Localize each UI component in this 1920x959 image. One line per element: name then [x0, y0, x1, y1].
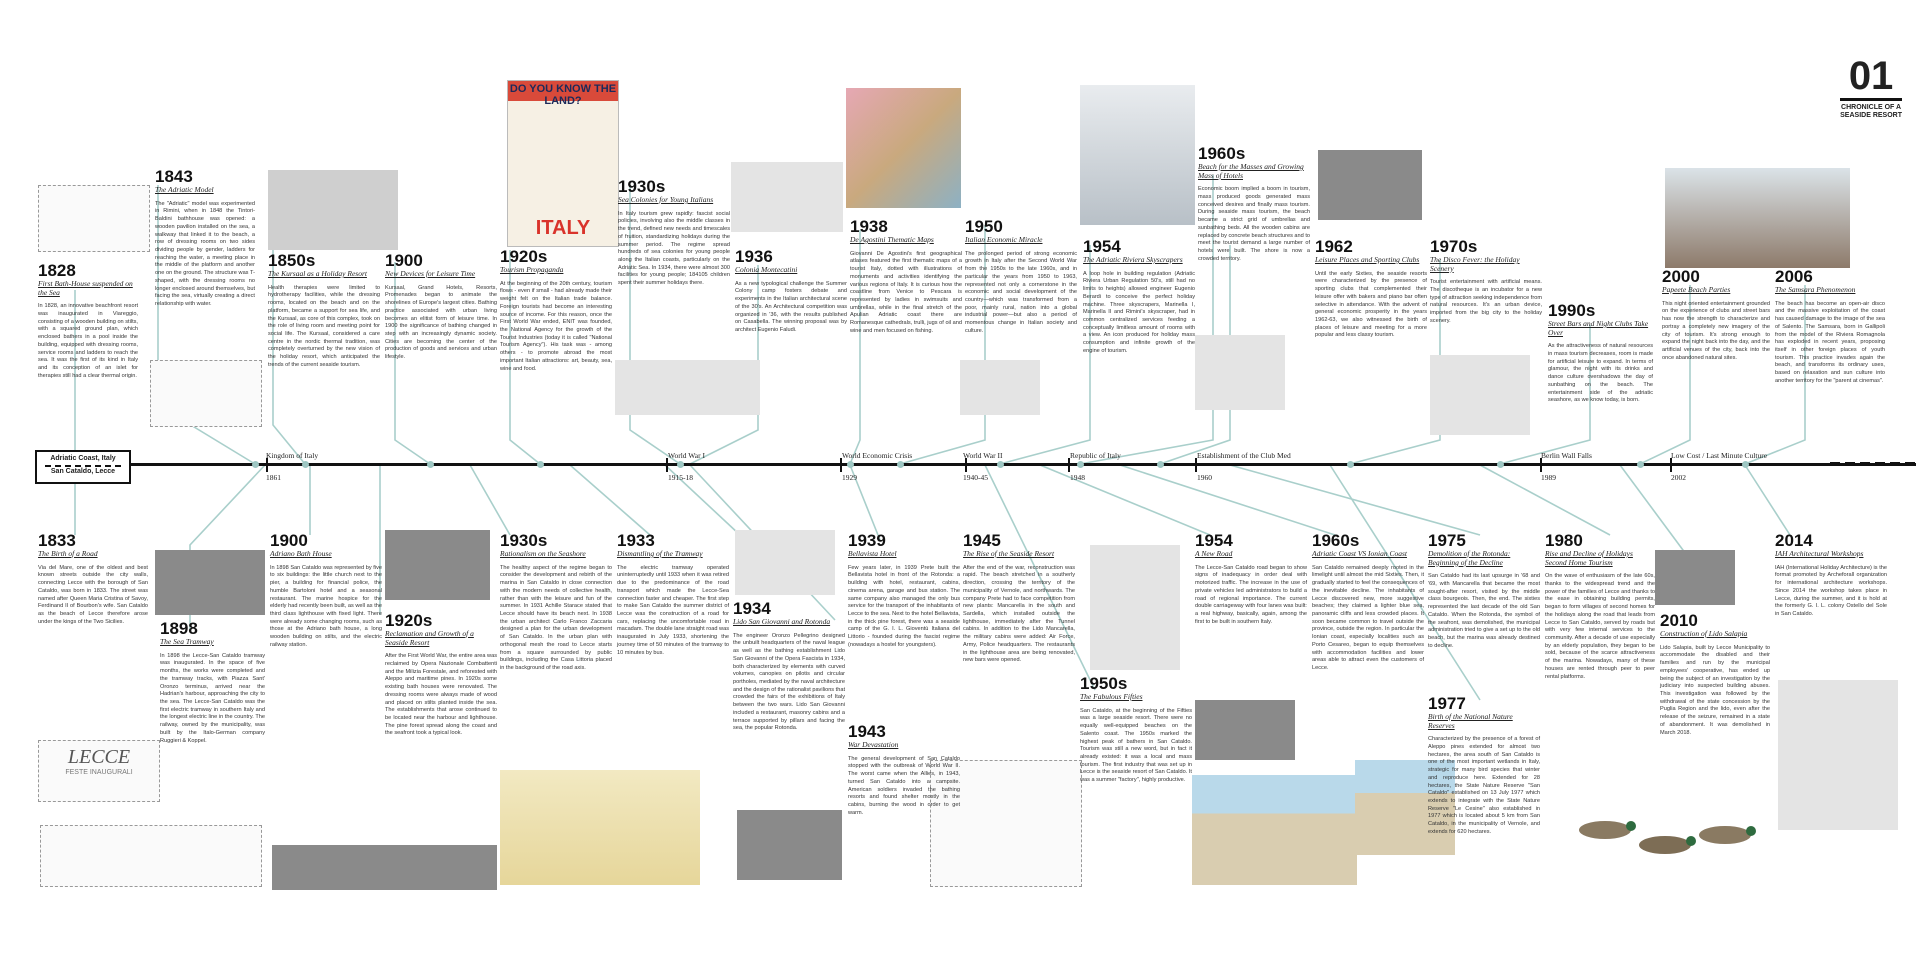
bath-house-row-photo	[272, 845, 497, 890]
entry-1943	[848, 723, 960, 817]
entry-text: The engineer Oronzo Pellegrino designed the unbuilt headquarters of the naval league as well as the bathing establishment Lido San Giovanni of the Opera Fascista in 1934, both characterized by elements with curved volumes, canopies on pilotis and circular portholes, mediated by the naval architecture and the design of the rationalist pavilions that crowded the fairs of the exhibitions of Italy between the two wars. Lido San Giovanni included a restaurant, masonry cabins and a terrace supported by pillars and facing the sea, the popular Rotonda.	[733, 632, 845, 732]
entry-year: 1898	[160, 619, 198, 638]
colony-montecatini-drawing	[615, 360, 760, 415]
entry-year: 2006	[1775, 267, 1813, 286]
entry-text: Kursaal, Grand Hotels, Resorts, Promenades began to animate the shorelines of Europe's largest cities. Bathing practice associated with urban living becomes an elitist form of leisure time. In 1900 the significance of bathing changed in step with an increasingly dynamic society. Cities are becoming the center of the production of goods and services and urban lifestyle.	[385, 284, 497, 361]
entry-text: Tourist entertainment with artificial means. The discotheque is an incubator for a new type of attraction seeking independence from natural resources. It's an urban device, imported from the big city to the holiday scenery.	[1430, 279, 1542, 324]
tick-label: Establishment of the Club Med	[1197, 451, 1291, 460]
entry-year: 1933	[617, 531, 655, 550]
kursaal-photo	[268, 170, 398, 250]
entry-1954-top	[1083, 238, 1195, 356]
entry-year: 1960s	[1198, 144, 1246, 163]
entry-1936	[735, 248, 847, 335]
entry-2014	[1775, 532, 1887, 619]
entry-year: 1843	[155, 167, 193, 186]
skyscraper-photo	[1080, 85, 1195, 225]
axis-dot	[1347, 461, 1354, 468]
feste-inaugurali	[38, 740, 160, 802]
entry-1828	[38, 262, 138, 380]
entry-year: 1939	[848, 531, 886, 550]
feste-caption: FESTE INAUGURALI	[65, 769, 133, 776]
entry-1900-bottom	[270, 532, 382, 650]
ducks-illustration	[1565, 790, 1770, 880]
entry-1960s-top	[1198, 145, 1310, 263]
tick-year: 1989	[1541, 473, 1556, 482]
entry-1939	[848, 532, 960, 650]
entry-text: In 1898 San Cataldo was represented by five to six buildings: the little church next to the pier, a building for financial police, the humble Bartoloni hotel and a seasonal restaurant. The marine hospice for the elderly had recently been built, as well as the third class lighthouse with fixed light. There were already some changing rooms, such as those at the Adriano bath house, a long wooden building on stilts, and the electric railway station.	[270, 564, 382, 648]
tick-year: 1861	[266, 473, 281, 482]
fiat-car-photo	[960, 360, 1040, 415]
entry-title: The Sea Tramway	[160, 637, 214, 646]
entry-text: Economic boom implied a boom in tourism, mass produced goods generated mass conceived desires and finally mass tourism. During seaside mass tourism, the beach became a strict grid of umbrellas and sunbathing beds. All the wooden cabins are replaced by concrete beach structures and to meet the tourist demand a large number of hotels were built. The shore is now a crowded territory.	[1198, 186, 1310, 262]
entry-title: The Adriatic Model	[155, 185, 214, 194]
entry-year: 1980	[1545, 531, 1583, 550]
entry-text: San Cataldo had its last upsurge in '68 and '69, with Mancarella that became the most sought-after resort, visited by the middle class bourgeois. Then, the end. The sixties represented the last decade of the old San Cataldo. When the Rotonda, the symbol of the seafront, was demolished, the municipal administration tried to give a set up to the old beach, but the marina was already destined to decline.	[1428, 573, 1540, 649]
entry-year: 1943	[848, 722, 886, 741]
chronicle-number: 01	[1848, 54, 1894, 98]
samsara-photo	[1665, 168, 1850, 268]
entry-title: Demolition of the Rotonda: Beginning of the Decline	[1428, 549, 1511, 567]
entry-1930s-bottom	[500, 532, 612, 673]
entry-title: Lido San Giovanni and Rotonda	[733, 617, 831, 626]
entry-year: 1936	[735, 247, 773, 266]
tick-year: 1960	[1197, 473, 1212, 482]
entry-title: Colonia Montecatini	[735, 265, 798, 274]
tick-year: 1940-45	[963, 473, 988, 482]
tick-label: World Economic Crisis	[842, 451, 913, 460]
tick-label: World War II	[963, 451, 1003, 460]
entry-title: New Devices for Leisure Time	[385, 269, 476, 278]
entry-title: A New Road	[1195, 549, 1233, 558]
entry-title: Italian Economic Miracle	[965, 235, 1043, 244]
entry-year: 1977	[1428, 694, 1466, 713]
entry-title: The Kursaal as a Holiday Resort	[268, 269, 367, 278]
axis-tick	[666, 458, 668, 472]
axis-tick	[1540, 458, 1542, 472]
entry-1960s-bottom	[1312, 532, 1424, 673]
origin-top: Adriatic Coast, Italy	[50, 455, 116, 462]
entry-text: The healthy aspect of the regime began to consider the development and rebirth of the marina in San Cataldo in close connection with the modern needs of collective health, rather than with the leisure and fun of the summer. In 1931 Achille Starace stated that Lecce should have its beach next. In 1938 the urban architect Carlo Franco Zaccaria designed a plan for the urban development of San Cataldo. In the urban plan with orthogonal mesh the road to Lecce starts from a square surrounded by public buildings, including the Casa Littoria placed in the background of the road axis.	[500, 564, 612, 671]
entry-2010	[1660, 612, 1770, 737]
entry-1980	[1545, 532, 1655, 681]
hotel-drawing	[1195, 335, 1285, 410]
axis-tick	[840, 458, 842, 472]
axis-tick	[1195, 458, 1197, 472]
entry-text: Giovanni De Agostini's first geographical atlases featured the first thematic maps of a tourist Italy, dotted with illustrations of monuments and activities identifying the various regions of Italy. It is curious how the coastline from Venice to Pescara is represented by ladies in swimsuits and umbrellas, while in the final stretch of the Apulian Adriatic coast there are Romanesque cathedrals, trulli, jugs of oil and wine and men focused on fishing.	[850, 250, 962, 334]
entry-text: Until the early Sixties, the seaside resorts were characterized by the presence of sporting clubs that complemented their leisure offer with bakers and piano bar often selective in attendance. With the advent of general economic prosperity in the years 1962-63, we also witnessed the birth of places of leisure and meeting for a more popular and less classy tourism.	[1315, 270, 1427, 339]
chronicle-line2: SEASIDE RESORT	[1840, 112, 1902, 120]
entry-text: The electric tramway operated uninterruptedly until 1933 when it was retired due to the predominance of the road transport which made the Lecce-Sea connection faster and cheaper. The first step to make San Cataldo the summer district of Lecce was the construction of a road for cars, replacing the uncomfortable road in macadam. The double lane straight road was inaugurated in July 1933, shortening the journey time of 50 minutes of the tramway to 10 minutes by bus.	[617, 564, 729, 656]
entry-1945	[963, 532, 1075, 665]
tramway-map-sketch	[40, 825, 262, 887]
entry-1950s	[1080, 675, 1192, 785]
entry-text: In 1828, an innovative beachfront resort was inaugurated in Viareggio, consisting of a wooden building on stilts, with a squared ground plan, which enclosed bathers in a pool inside the building, equipped with dressing rooms, service rooms and ladders to reach the sea. It was the first of its kind in Italy and its conception of an islet for therapies still had a clear thermal origin.	[38, 303, 138, 379]
entry-title: Sea Colonies for Young Italians	[618, 195, 714, 204]
chronicle-bar	[1840, 98, 1902, 101]
origin-box	[35, 450, 131, 484]
reclamation-photo	[385, 530, 490, 600]
entry-1898	[160, 620, 265, 745]
entry-text: This night oriented entertainment grounded on the experience of clubs and street bars has now the strength to characterize and portray a completely new imagery of the city of tourism. It's strong enough to expand the night back into the day, and the artificial venues of the city, back into the once abandoned natural sites.	[1662, 300, 1770, 361]
tick-label: Berlin Wall Falls	[1541, 451, 1592, 460]
entry-title: Reclamation and Growth of a Seaside Resort	[385, 629, 474, 647]
entry-text: The Lecce-San Cataldo road began to show signs of inadequacy in order deal with motorized traffic. The increase in the use of private vehicles led administrators to build a road of regional importance. The current double carriageway with four lanes was built: a real highway, basically, again, among the first to be built in southern Italy.	[1195, 564, 1307, 625]
poster-headline: DO YOU KNOW THE LAND?	[509, 83, 617, 107]
axis-dot	[427, 461, 434, 468]
entry-text: IAH (International Holiday Architecture) is the format promoted by Archeforall organization for international architecture workshops. Since 2014 the workshop takes place in Lecce, during the summer, and it is hold at the formerly G. I. L. colony Ostello del Sole in San Cataldo.	[1775, 564, 1887, 617]
entry-1977	[1428, 695, 1540, 837]
tramway-photo	[155, 550, 265, 615]
entry-1900-top	[385, 252, 497, 362]
entry-title: Tourism Propaganda	[500, 265, 564, 274]
children-beach-photo	[1090, 545, 1180, 670]
axis-tick	[965, 458, 967, 472]
tick-label: Low Cost / Last Minute Culture	[1671, 451, 1768, 460]
sporting-club-photo	[1318, 150, 1422, 220]
entry-text: The general development of San Cataldo stopped with the outbreak of World War II. The worst came when the Allies, in 1943, turned San Cataldo into a campsite. American soldiers invaded the bathing resorts and found shelter mostly in the cabins, burning the wood in order to get warm.	[848, 755, 960, 816]
tick-label: World War I	[668, 451, 705, 460]
entry-title: The Fabulous Fifties	[1080, 692, 1143, 701]
entry-text: In 1898 the Lecce-San Cataldo tramway was inaugurated. In the space of five months, the works were completed and the tramway tracks, with Piazza Sant' Oronzo terminus, arrived near the Hadrian's harbour, approaching the city to the sea. The Lecce-San Cataldo was the first electric tramway in southern Italy and the longest electric line in the country. The railway, owned by the municipality, was built by the Italo-German company Ruggieri & Koppel.	[160, 652, 265, 744]
chronicle-line1: CHRONICLE OF A	[1841, 104, 1902, 111]
entry-text: The "Adriatic" model was experimented in Rimini, when in 1848 the Tintori-Baldini bathhouse was opened: a wooden pavilion installed on the sea, a walkway that linked it to the beach, a row of dressing rooms on two sides dividing people by gender, ladders for reaching the water, a meeting place in the middle of the platform and another one on the ground. The structure was T-shaped, with the dressing rooms no longer enclosed around themselves, but facing the sea, virtually creating a direct relationship with water.	[155, 200, 255, 307]
entry-year: 1954	[1083, 237, 1121, 256]
entry-text: Via del Mare, one of the oldest and best known streets outside the city walls, connecting Lecce with the borough of San Cataldo, was born in 1833. The street was named after Queen Maria Cristina of Savoy, Ferdinand II of Bourbon's wife. San Cataldo as the beach of Lecce therefore arose under the kings of the Two Sicilies.	[38, 564, 148, 625]
entry-text: As the attractiveness of natural resources in mass tourism decreases, room is made for artificial leisure to expand. In terms of glamour, the night with its drinks and dance culture overshadows the day of sunbathing on the beach. The entertainment side of the adriatic seashore, as we know today, is born.	[1548, 343, 1653, 404]
entry-year: 1920s	[385, 611, 433, 630]
entry-text: A loop hole in building regulation (Adriatic Riviera Urban Regulation 50's, still had no limits to heights) allowed engineer Eugenio Berardi to conceive the perfect holiday machine. Three skyscrapers, Marinella I, Marinella II and Rimini's skyscraper, had in common centralized services feeding a conceptually limitless amount of rooms with a view. An icon produced for holiday mass consumption and infinite growth of the engine of tourism.	[1083, 270, 1195, 354]
entry-1930s-top	[618, 178, 730, 288]
axis-dot	[1077, 461, 1084, 468]
axis-tick	[1670, 458, 1672, 472]
entry-year: 2000	[1662, 267, 1700, 286]
entry-title: The Disco Fever: the Holiday Scenery	[1430, 255, 1520, 273]
axis-dot	[1742, 461, 1749, 468]
entry-title: The Birth of a Road	[38, 549, 98, 558]
entry-title: The Rise of the Seaside Resort	[963, 549, 1055, 558]
entry-year: 1900	[385, 251, 423, 270]
axis-dot	[252, 461, 259, 468]
tintori-bathhouse-sketch	[150, 360, 262, 427]
lido-drawing	[735, 530, 835, 595]
entry-text: In Italy tourism grew rapidly: fascist social policies, involving also the middle classes in the trend, defined new needs and timescales of fruition, standardizing holidays during the summer period. The regime spread hundreds of sea colonies for young people along the Italian coasts, particularly on the Adriatic Sea. In 1934, there were almost 300 facilities for young people; 184105 children spent their summer holidays there.	[618, 210, 730, 287]
entry-1950	[965, 218, 1077, 336]
entry-year: 1934	[733, 599, 771, 618]
rotonda-photo	[737, 810, 842, 880]
entry-1833	[38, 532, 148, 626]
entry-1920s-top	[500, 248, 612, 373]
axis-dot	[537, 461, 544, 468]
crowded-beach-photo	[1192, 775, 1357, 885]
entry-title: The Adriatic Riviera Skyscrapers	[1083, 255, 1183, 264]
entry-title: Adriatic Coast VS Ionian Coast	[1312, 549, 1408, 558]
axis-dot	[997, 461, 1004, 468]
entry-title: Leisure Places and Sporting Clubs	[1315, 255, 1420, 264]
entry-title: Bellavista Hotel	[848, 549, 897, 558]
entry-title: Birth of the National Nature Reserves	[1428, 712, 1513, 730]
entry-year: 2010	[1660, 611, 1698, 630]
timeline-axis	[36, 463, 1916, 466]
poster-word: ITALY	[535, 217, 591, 239]
entry-1954-bottom	[1195, 532, 1307, 626]
entry-text: The prolonged period of strong economic growth in Italy after the Second World War from the 1950s to the late 1960s, and in particular the years from 1950 to 1963, represented not only a cornerstone in the economic and social development of the country—which was transformed from a poor, mainly rural, nation into a global industrial power—but also a period of momentous change in Italian society and culture.	[965, 250, 1077, 334]
lido-salapia-photo	[1655, 550, 1735, 605]
entry-year: 1900	[270, 531, 308, 550]
tick-label: Kingdom of Italy	[266, 451, 319, 460]
entry-1933	[617, 532, 729, 657]
axis-dot	[847, 461, 854, 468]
entry-title: First Bath-House suspended on the Sea	[38, 279, 133, 297]
entry-year: 1833	[38, 531, 76, 550]
origin-bottom: San Cataldo, Lecce	[45, 465, 121, 477]
entry-1970s	[1430, 238, 1542, 326]
entry-1843	[155, 168, 255, 309]
entry-year: 1828	[38, 261, 76, 280]
entry-text: Lido Salapia, built by Lecce Municipality to accommodate the disabled and their families and run by the municipal employees' cooperative, has ended up being the subject of an investigation by the judiciary into suspected building abuses. This investigation was followed by the withdrawal of the state concession by the Puglia Region and the lido, even after the release of the seizure, remained in a state of abandonment. It was demolished in March 2018.	[1660, 644, 1770, 736]
entry-1990s	[1548, 302, 1653, 405]
axis-tick	[1068, 458, 1070, 472]
entry-text: Characterized by the presence of a forest of Aleppo pines extended for almost two hectares, the area south of San Cataldo is one of the most important wetlands in Italy, strategic for many bird species that winter and reproduce here. Extended for 28 hectares, the State Nature Reserve "San Cataldo" established on 13 July 1977 which extends to integrate with the State Nature Reserve "Le Cesine" also established in 1977 which is located about 5 km from San Cataldo, in the municipality of Vernole, and extends for 620 hectares.	[1428, 736, 1540, 835]
entry-year: 1920s	[500, 247, 548, 266]
road-photo	[1195, 700, 1295, 760]
tick-year: 2002	[1671, 473, 1686, 482]
entry-text: As a new typological challenge the Summer Colony camp fosters debate and experiments in the Italian architectural scene of the 30's. An Architectural competition was organized in '36, with the results published on Casabella. The winning proposal was by architect Eugenio Faludi.	[735, 280, 847, 333]
entry-title: Street Bars and Night Clubs Take Over	[1548, 319, 1649, 337]
bath-house-sketch	[38, 185, 150, 252]
entry-title: War Devastation	[848, 740, 899, 749]
entry-year: 1945	[963, 531, 1001, 550]
entry-1920s-bottom	[385, 612, 497, 738]
entry-year: 1850s	[268, 251, 316, 270]
entry-year: 1962	[1315, 237, 1353, 256]
entry-1975	[1428, 532, 1540, 650]
entry-title: Adriano Bath House	[270, 549, 332, 558]
entry-year: 1960s	[1312, 531, 1360, 550]
tick-year: 1948	[1070, 473, 1085, 482]
entry-1934	[733, 600, 845, 733]
entry-1938	[850, 218, 962, 336]
tick-year: 1915-18	[668, 473, 693, 482]
entry-year: 1954	[1195, 531, 1233, 550]
entry-1850s	[268, 252, 380, 370]
entry-text: San Cataldo remained deeply rooted in the limelight until almost the mid Sixties. Then, it gradually started to feel the consequences of the inevitable decline. The inhabitants of Lecce discovered new, more suggestive beaches; they claimed a lighter blue sea, panoramic cliffs and less crowded places. It soon became common to travel outside the province, outside the region. In particular the Ionian coast, especially localities such as Porto Cesareo, began to equip themselves with accommodation facilities and lower areas able to attract even the customers of Lecce.	[1312, 564, 1424, 671]
entry-year: 1990s	[1548, 301, 1596, 320]
entry-text: After the First World War, the entire area was reclaimed by Opera Nazionale Combattenti and the Milizia Forestale, and reforested with Aleppo and maritime pines. In 1920s some existing bath houses were renovated. The dressing rooms were always made of wood and placed on stilts planted inside the sea. The establishments that arose continued to be located near the harbour and lighthouse. The pine forest spread along the coast and the seafront took a typical look.	[385, 653, 497, 737]
axis-dot	[897, 461, 904, 468]
entry-text: At the beginning of the 20th century, tourism flows - even if small - had already made their weight felt on the Italian trade balance. Foreign tourists had become an interesting source of income. For this reason, once the First World War ended, ENIT was founded, the National Agency for the growth of the Tourist Industries (today it is called "National Tourism Agency"). His task was - among others - to promote abroad the most important Italian attractions: art, beauty, sea, wine and food.	[500, 280, 612, 372]
entry-text: San Cataldo, at the beginning of the Fifties was a large seaside resort. There were no equally well-equipped beaches on the Salento coast. The 1950s marked the highest peak of bathers in San Cataldo. Tourism was still a new word, but in fact it already existed: it was a local and mass tourism. The first industry that was set up in Lecce is the seaside resort of San Cataldo. It was a summer "factory", highly productive.	[1080, 707, 1192, 784]
workshop-installation-photo	[1778, 680, 1898, 830]
entry-title: Dismantling of the Tramway	[617, 549, 703, 558]
enit-poster	[507, 80, 619, 247]
entry-title: Papeete Beach Parties	[1662, 285, 1731, 294]
entry-title: Rationalism on the Seashore	[500, 549, 586, 558]
entry-title: IAH Architectural Workshops	[1775, 549, 1864, 558]
tick-label: Republic of Italy	[1070, 451, 1121, 460]
timeline-axis-dashed-end	[1830, 462, 1920, 465]
axis-tick	[266, 458, 268, 472]
entry-2006	[1775, 268, 1885, 386]
entry-title: Beach for the Masses and Growing Mass of Hotels	[1198, 162, 1304, 180]
colony-photo	[731, 162, 843, 232]
entry-year: 1950s	[1080, 674, 1128, 693]
entry-2000	[1662, 268, 1770, 362]
tick-year: 1929	[842, 473, 857, 482]
entry-title: Rise and Decline of Holidays Second Home Tourism	[1545, 549, 1633, 567]
entry-year: 1950	[965, 217, 1003, 236]
entry-year: 1970s	[1430, 237, 1478, 256]
entry-year: 1930s	[618, 177, 666, 196]
urban-plan-drawing	[500, 770, 700, 885]
axis-dot	[1637, 461, 1644, 468]
entry-1962	[1315, 238, 1427, 340]
entry-year: 2014	[1775, 531, 1813, 550]
feste-title: LECCE	[67, 746, 131, 768]
entry-title: The Samsara Phenomenon	[1775, 285, 1856, 294]
entry-title: Construction of Lido Salapia	[1660, 629, 1748, 638]
deagostini-map	[846, 88, 961, 208]
entry-text: Few years later, in 1939 Prete built the Bellavista hotel in front of the Rotonda: a building with hotel, restaurant, cabins, cinema arena, garage and bus station. The same company also managed the only bus service for the transport of the inhabitants of Lecce to the sea. Next to the hotel Bellavista, in the thick pine forest, there was a seaside camp of the G. I. L. Gioventù Italiana del Littorio - founded during the fascist regime (nowadays a hostel for youngsters).	[848, 564, 960, 648]
entry-year: 1975	[1428, 531, 1466, 550]
entry-title: De Agostini Thematic Maps	[850, 235, 934, 244]
axis-dot	[302, 461, 309, 468]
entry-year: 1930s	[500, 531, 548, 550]
chronicle-header	[1840, 56, 1902, 121]
axis-dot	[1157, 461, 1164, 468]
entry-text: Health therapies were limited to hydrotherapy facilities, while the dressing rooms, located on the beach and on the platform, became a support for sea life, and the Kursaal, as core of this complex, took on the role of living room and meeting point for social life. The Kursaal, considered a care centre in the nordic thermal tradition, was completely overturned by the new vision of the holiday resort, which anticipated the trends of the current seaside tourism.	[268, 284, 380, 368]
entry-text: The beach has become an open-air disco and the massive exploitation of the coast has caused damage to the image of the sea of Salento. The Samsara, born in Gallipoli from the model of the Riviera Romagnola has exploded in recent years, proposing itself in other foreign places of youth tourism. This practice invades again the beach, and transforms its ordinary uses, based on relaxation and sun culture into another territory for the "parent at cinemas".	[1775, 300, 1885, 384]
entry-text: On the wave of enthusiasm of the late 60s, thanks to the widespread trend and the power of the families of Lecce and thanks to the ease in obtaining building permits, began to form villages of second homes for the holidays along the road that leads from Lecce to San Cataldo, served by roads but with very few internal services to the community. After a decade of use especially by an elderly population, they began to be sold, because of the scarce attractiveness of the marina. Nowadays, many of these houses are rented through peer to peer rental platforms.	[1545, 573, 1655, 680]
axis-dot	[677, 461, 684, 468]
axis-dot	[1497, 461, 1504, 468]
entry-year: 1938	[850, 217, 888, 236]
entry-text: After the end of the war, reconstruction was rapid. The beach stretched in a southerly direction, crossing the territory of the municipality of Vernole, and northwards. The company Prete had to face competition from new plants: Mancarella in the south and Sardella, which installed outside the lighthouse, immediately after the Tunnel cabins. In addition to the Lido Mancarella, the military cabins were added: Air Force, Army, Police headquarters. The restaurants in the lighthouse area are being renovated, new bars were opened.	[963, 564, 1075, 664]
disco-dome-photo	[1430, 355, 1530, 435]
